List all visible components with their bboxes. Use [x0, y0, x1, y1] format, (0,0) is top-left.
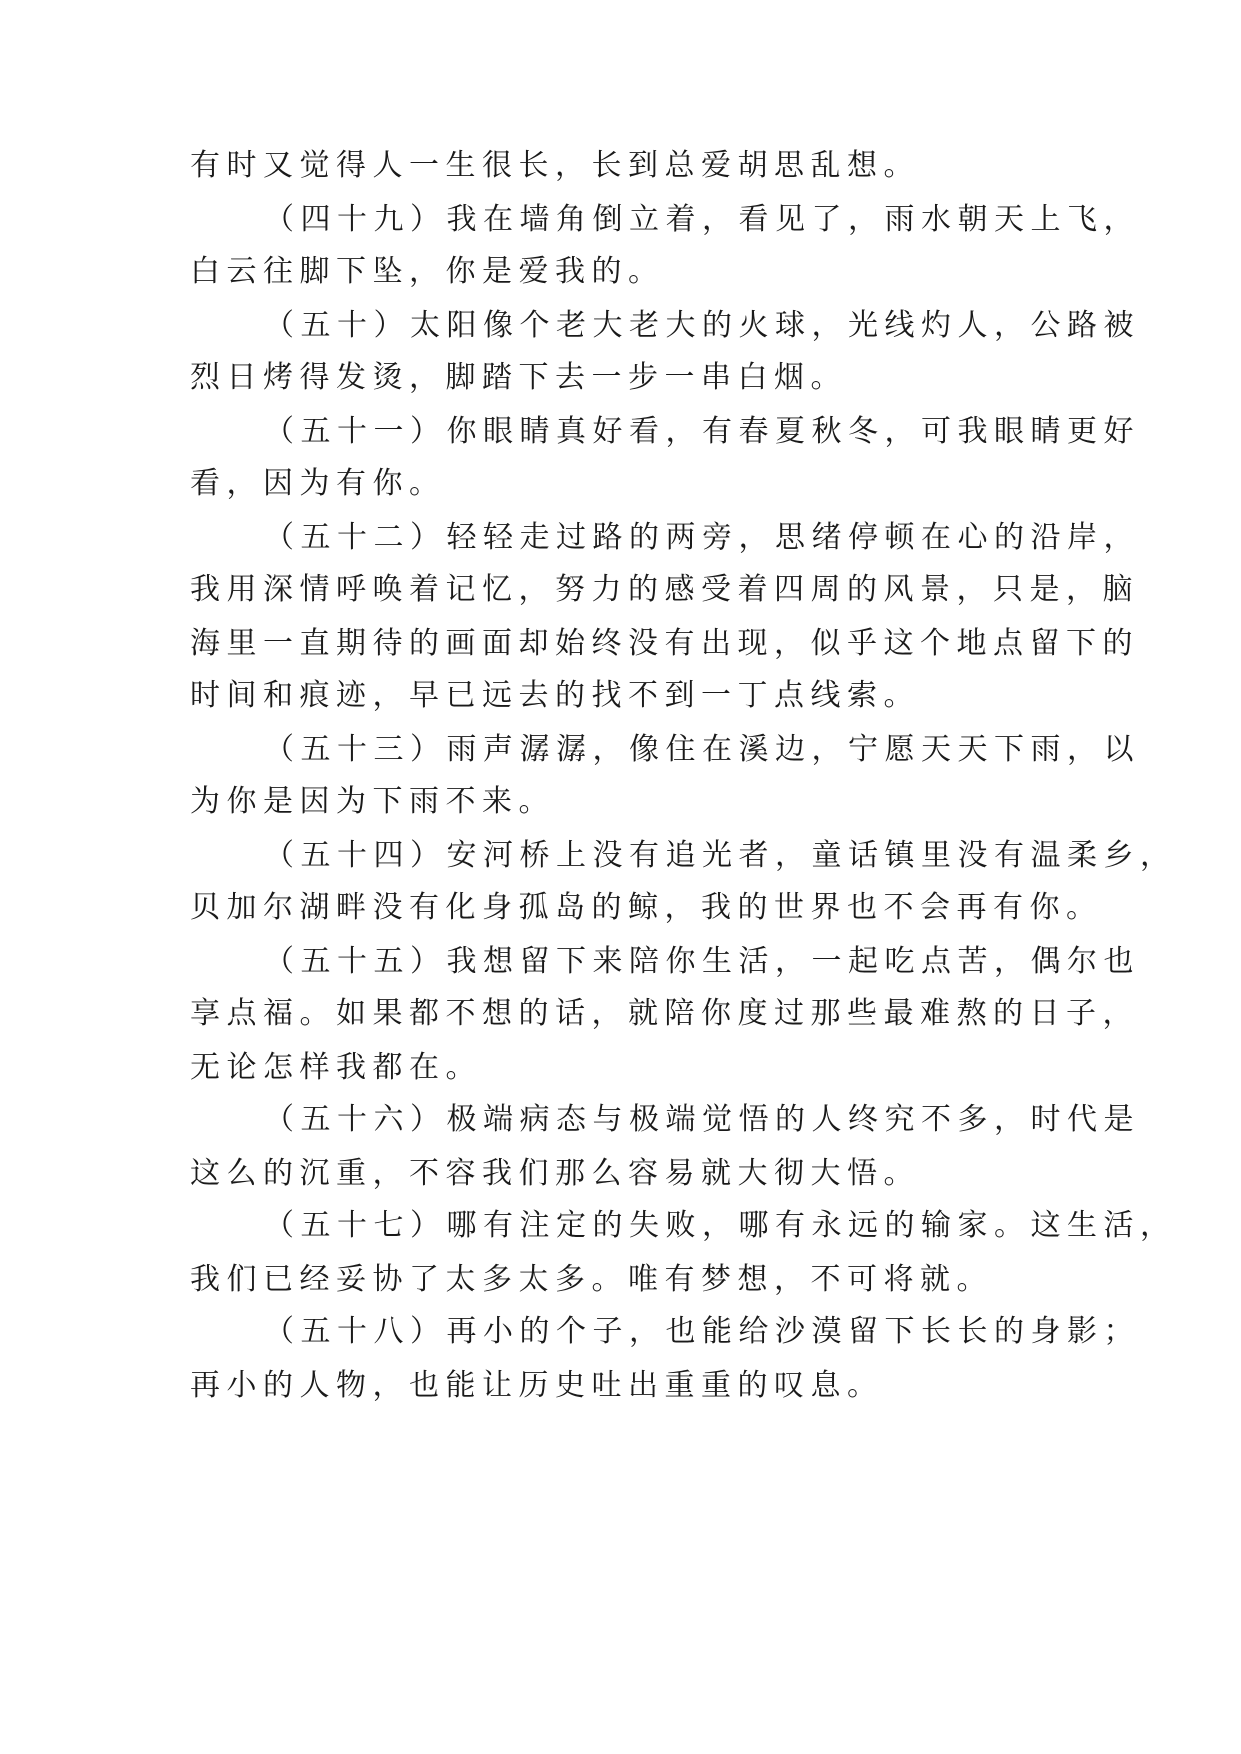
text-line: 白云往脚下坠，你是爱我的。 [190, 254, 665, 289]
text-line: 我用深情呼唤着记忆，努力的感受着四周的风景，只是，脑 [190, 572, 1139, 607]
text-line: （五十）太阳像个老大老大的火球，光线灼人，公路被 [264, 308, 1140, 343]
text-line: 烈日烤得发烫，脚踏下去一步一串白烟。 [190, 360, 847, 395]
text-line: （五十一）你眼睛真好看，有春夏秋冬，可我眼睛更好 [264, 414, 1140, 449]
text-line: 海里一直期待的画面却始终没有出现，似乎这个地点留下的 [190, 626, 1139, 661]
text-line: 这么的沉重，不容我们那么容易就大彻大悟。 [190, 1156, 920, 1191]
text-line: （五十五）我想留下来陪你生活，一起吃点苦，偶尔也 [264, 944, 1140, 979]
text-line: （五十六）极端病态与极端觉悟的人终究不多，时代是 [264, 1102, 1140, 1137]
text-line: 我们已经妥协了太多太多。唯有梦想，不可将就。 [190, 1262, 993, 1297]
text-line: （五十二）轻轻走过路的两旁，思绪停顿在心的沿岸， [264, 520, 1140, 555]
text-line: （四十九）我在墙角倒立着，看见了，雨水朝天上飞， [264, 202, 1140, 237]
text-line: 有时又觉得人一生很长，长到总爱胡思乱想。 [190, 148, 920, 183]
text-line: 贝加尔湖畔没有化身孤岛的鲸，我的世界也不会再有你。 [190, 890, 1103, 925]
text-line: 再小的人物，也能让历史吐出重重的叹息。 [190, 1368, 884, 1403]
text-line: 享点福。如果都不想的话，就陪你度过那些最难熬的日子， [190, 996, 1139, 1031]
text-line: 看，因为有你。 [190, 466, 446, 501]
text-line: 无论怎样我都在。 [190, 1050, 482, 1085]
text-line: 时间和痕迹，早已远去的找不到一丁点线索。 [190, 678, 920, 713]
text-line: 为你是因为下雨不来。 [190, 784, 555, 819]
text-line: （五十八）再小的个子，也能给沙漠留下长长的身影； [264, 1314, 1140, 1349]
text-line: （五十七）哪有注定的失败，哪有永远的输家。这生活， [264, 1208, 1177, 1243]
text-line: （五十四）安河桥上没有追光者，童话镇里没有温柔乡， [264, 838, 1177, 873]
text-line: （五十三）雨声潺潺，像住在溪边，宁愿天天下雨，以 [264, 732, 1140, 767]
